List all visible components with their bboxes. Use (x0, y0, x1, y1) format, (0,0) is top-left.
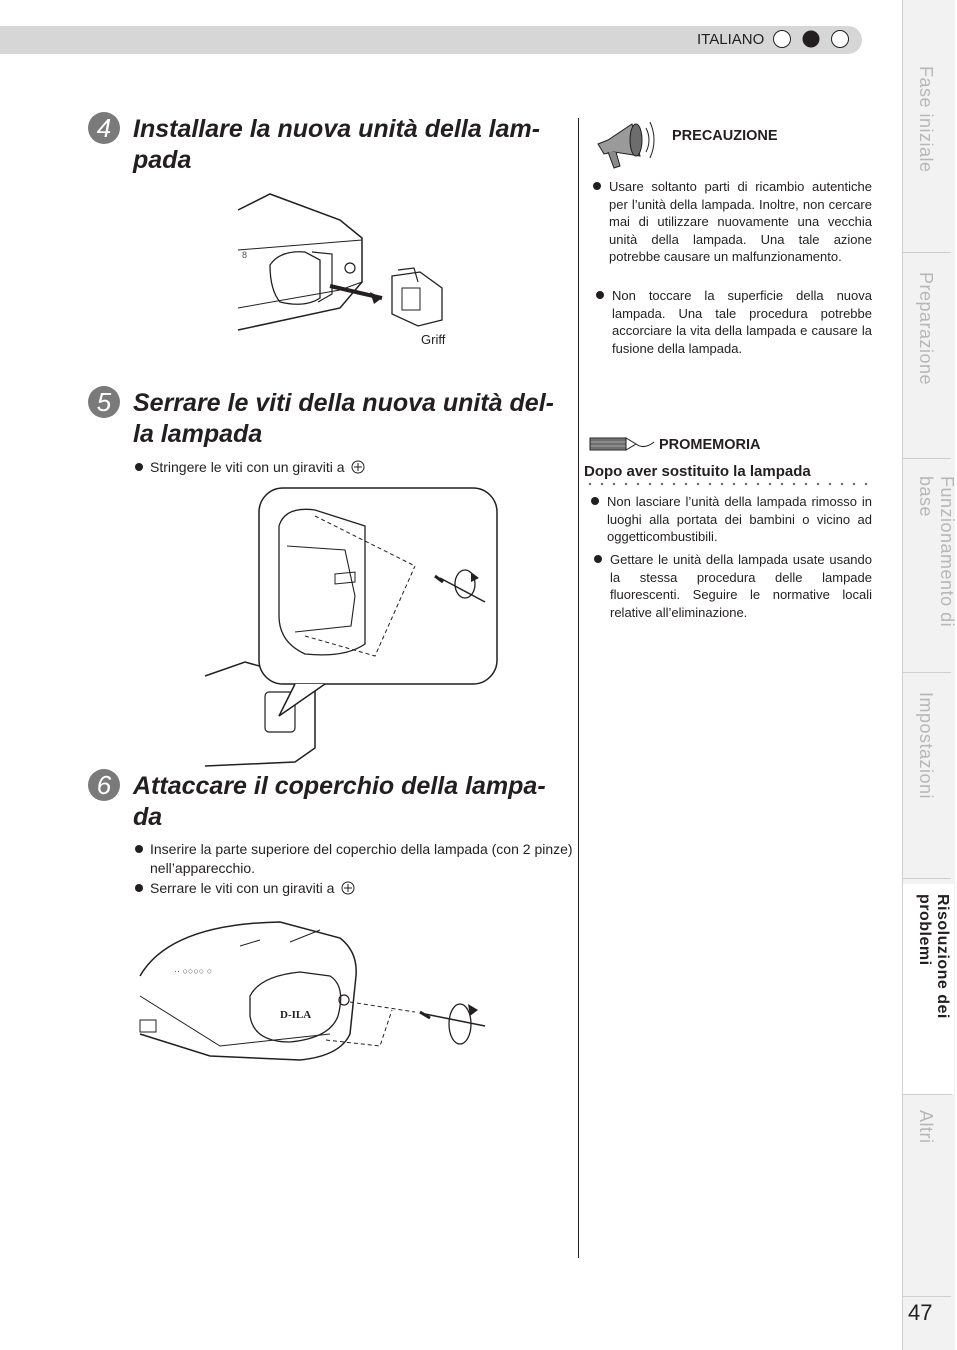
tab-funzionamento-di-base[interactable] (903, 466, 957, 673)
tab-fase-iniziale[interactable] (903, 56, 951, 253)
caution-item-2 (612, 287, 872, 357)
lamp-install-illustration (170, 190, 460, 350)
bullet-dot (135, 845, 143, 853)
step-title-4: Installare la nuova unità della lam-pada (133, 115, 541, 174)
dila-logo: D-ILA (280, 1009, 312, 1021)
language-indicator (772, 29, 852, 49)
step6-bullet-1 (135, 840, 580, 878)
step-number-4: 4 (88, 112, 120, 144)
page-number: 47 (908, 1300, 933, 1325)
caution-item-text-2: Non toccare la superficie della nuova lampada. Una tale procedura potrebbe accorciare la vita della lampada e causare la fusione della lampada. (612, 288, 872, 356)
memo-heading: PROMEMORIA (659, 437, 761, 453)
memo-item-text-2: Gettare le unità della lampada usate usando la stessa procedura delle lampade fluorescenti. Seguire le normative locali relative all’eliminazione. (610, 552, 872, 620)
memo-subheading: Dopo aver sostituito la lampada (584, 463, 811, 480)
caution-heading: PRECAUZIONE (672, 128, 778, 144)
bullet-dot (594, 555, 602, 563)
tab-label: Impostazioni (916, 692, 936, 800)
griff-label: Griff (421, 332, 446, 347)
tab-label: Altri (916, 1110, 936, 1144)
memo-item-2 (610, 551, 872, 621)
step6-bullet-text-2: Serrare le viti con un giraviti a (150, 880, 335, 896)
tab-risoluzione-dei-problemi[interactable] (903, 884, 954, 1095)
megaphone-icon (594, 116, 660, 172)
bullet-dot (593, 182, 601, 190)
tab-impostazioni[interactable] (903, 682, 951, 879)
step5-bullet-text: Stringere le viti con un giraviti a (150, 459, 345, 475)
phillips-screwdriver-icon (341, 881, 355, 895)
caution-item-1 (609, 178, 872, 266)
step-title-5: Serrare le viti della nuova unità del-la lampada (133, 389, 554, 448)
section-sidebar (902, 0, 955, 1350)
tab-altri[interactable] (903, 1100, 951, 1297)
step5-bullet-1 (135, 458, 365, 477)
memo-item-1 (607, 493, 872, 546)
tab-label: Funzionamento di base (916, 476, 957, 628)
screw-tightening-illustration (175, 486, 505, 772)
step-number-5: 5 (88, 386, 120, 418)
caution-item-text-1: Usare soltanto parti di ricambio autentiche per l’unità della lampada. Inoltre, non cercare mai di utilizzare nuovamente una vecchia unità della lampada. Una tale azione potrebbe causare un malfunzionamento. (609, 179, 872, 264)
tab-label: Preparazione (916, 272, 936, 386)
step-number-6: 6 (88, 769, 120, 801)
step-title-6: Attaccare il coperchio della lampa-da (133, 772, 546, 831)
language-label: ITALIANO (697, 31, 765, 48)
svg-text:8: 8 (242, 250, 248, 260)
phillips-screwdriver-icon (351, 460, 365, 474)
step6-bullet-2 (135, 879, 355, 898)
bullet-dot (135, 884, 143, 892)
bullet-dot (591, 497, 599, 505)
svg-text:·· ○○○○ ○: ·· ○○○○ ○ (174, 966, 213, 976)
step6-bullet-text-1: Inserire la parte superiore del coperchio della lampada (con 2 pinze) nell’apparecchio. (150, 841, 573, 876)
tab-label: Fase iniziale (916, 66, 936, 173)
bullet-dot (596, 291, 604, 299)
bullet-dot (135, 463, 143, 471)
dotted-separator (584, 482, 876, 486)
tab-preparazione[interactable] (903, 262, 951, 459)
tab-label: Risoluzione dei problemi (916, 894, 951, 1019)
pencil-memo-icon (588, 432, 656, 456)
memo-item-text-1: Non lasciare l’unità della lampada rimosso in luoghi alla portata dei bambini o vicino ad oggetticombustibili. (607, 494, 872, 544)
column-divider (578, 118, 579, 1258)
lamp-cover-illustration (130, 916, 500, 1076)
